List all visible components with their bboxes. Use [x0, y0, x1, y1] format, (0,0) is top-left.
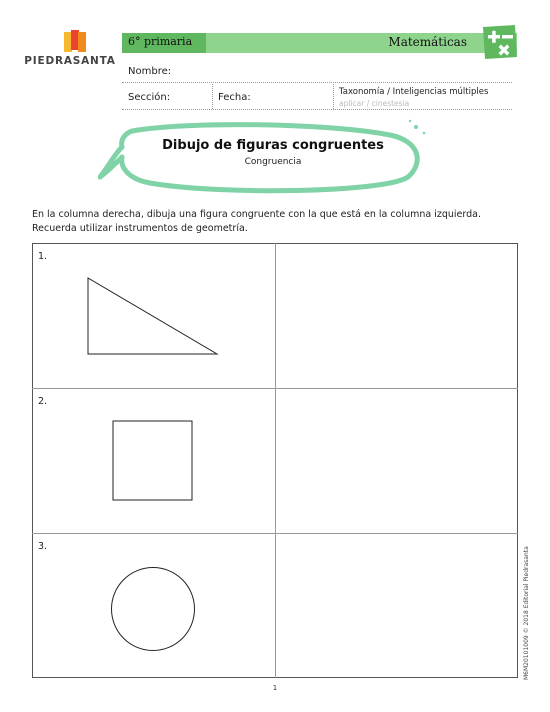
field-divider — [333, 84, 334, 109]
item-number: 2. — [38, 396, 48, 407]
math-operations-icon — [479, 23, 519, 61]
nombre-label: Nombre: — [128, 66, 172, 77]
brand-name: PIEDRASANTA — [24, 55, 116, 67]
taxonomia-label: Taxonomía / Inteligencias múltiples — [339, 87, 489, 97]
worksheet-subtitle: Congruencia — [244, 157, 302, 167]
seccion-line — [122, 109, 512, 110]
item-number: 3. — [38, 541, 48, 552]
seccion-label: Sección: — [128, 92, 171, 103]
page-number: 1 — [272, 684, 278, 692]
drawing-area-1[interactable] — [276, 244, 517, 388]
drawing-area-2[interactable] — [276, 389, 517, 533]
title-cloud-frame — [98, 117, 430, 195]
square-shape — [112, 420, 194, 502]
taxonomia-value: aplicar / cinestesia — [339, 99, 410, 108]
drawing-area-3[interactable] — [276, 534, 517, 677]
field-divider — [212, 84, 213, 109]
copyright-credit: M6M20101009 © 2018 Editorial Piedrasanta — [523, 546, 530, 680]
nombre-line — [122, 82, 512, 83]
worksheet-title: Dibujo de figuras congruentes — [162, 138, 384, 153]
piedrasanta-logo-icon — [28, 30, 120, 74]
right-triangle-shape — [86, 276, 220, 356]
grade-label: 6° primaria — [128, 35, 193, 48]
item-number: 1. — [38, 251, 48, 262]
fecha-label: Fecha: — [218, 92, 251, 103]
instructions-text: En la columna derecha, dibuja una figura congruente con la que está en la columna izquierda. Recuerda utilizar instrumentos de geometría. — [32, 209, 481, 234]
subject-label: Matemáticas — [388, 35, 467, 49]
circle-shape — [110, 566, 196, 652]
